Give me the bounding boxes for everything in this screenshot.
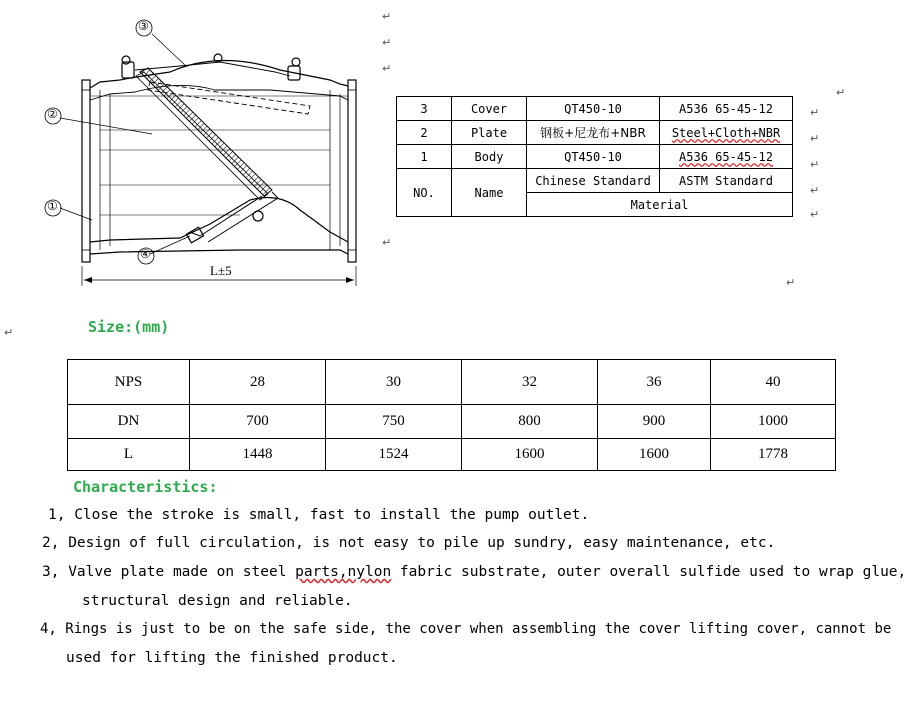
astm-standard-value: A536 65-45-12 <box>660 145 793 169</box>
lifting-ring-right <box>292 58 300 66</box>
dn-header: DN <box>68 405 190 439</box>
nps-value: 30 <box>326 360 462 405</box>
l-value: 1600 <box>462 439 598 471</box>
materials-table <box>396 96 793 217</box>
table-row <box>397 145 793 169</box>
table-row <box>397 121 793 145</box>
dn-value: 1000 <box>711 405 836 439</box>
nps-value: 32 <box>462 360 598 405</box>
characteristic-item-4-continued: used for lifting the finished product. <box>66 650 398 666</box>
astm-standard-value: Steel+Cloth+NBR <box>660 121 793 145</box>
characteristic-item-4: 4, Rings is just to be on the safe side, the cover when assembling the cover lifting cover, cannot be <box>40 621 892 637</box>
left-flange <box>82 80 90 262</box>
part-name: Cover <box>452 97 527 121</box>
characteristic-item-2: 2, Design of full circulation, is not easy to pile up sundry, easy maintenance, etc. <box>42 535 776 551</box>
chinese-standard-value: QT450-10 <box>527 145 660 169</box>
l-value: 1524 <box>326 439 462 471</box>
dn-value: 700 <box>190 405 326 439</box>
table-row <box>397 169 793 193</box>
table-row <box>68 439 836 471</box>
callout-label-4: ④ <box>140 247 151 261</box>
callout-label-1: ① <box>47 199 58 213</box>
dn-value: 900 <box>598 405 711 439</box>
nps-value: 28 <box>190 360 326 405</box>
callout-label-2: ② <box>47 107 58 121</box>
length-dimension-label: L±5 <box>210 263 232 278</box>
table-row <box>68 360 836 405</box>
drain-hole <box>253 211 263 221</box>
nps-value: 36 <box>598 360 711 405</box>
part-number: 3 <box>397 97 452 121</box>
table-row <box>397 97 793 121</box>
no-header: NO. <box>397 169 452 217</box>
dn-value: 750 <box>326 405 462 439</box>
part-number: 2 <box>397 121 452 145</box>
right-flange <box>348 80 356 262</box>
hinge-block-left <box>122 62 134 78</box>
l-value: 1448 <box>190 439 326 471</box>
characteristic-item-1: 1, Close the stroke is small, fast to install the pump outlet. <box>48 507 590 523</box>
valve-cross-section-drawing <box>40 10 390 295</box>
nps-value: 40 <box>711 360 836 405</box>
astm-standard-header: ASTM Standard <box>660 169 793 193</box>
chinese-standard-header: Chinese Standard <box>527 169 660 193</box>
body-top-outline <box>90 60 348 88</box>
astm-standard-value: A536 65-45-12 <box>660 97 793 121</box>
part-name: Body <box>452 145 527 169</box>
l-value: 1778 <box>711 439 836 471</box>
material-header: Material <box>527 193 793 217</box>
size-table <box>67 359 836 471</box>
l-value: 1600 <box>598 439 711 471</box>
table-row <box>68 405 836 439</box>
name-header: Name <box>452 169 527 217</box>
part-number: 1 <box>397 145 452 169</box>
dn-value: 800 <box>462 405 598 439</box>
characteristic-item-3-continued: structural design and reliable. <box>82 593 353 609</box>
chinese-standard-value: 钢板+尼龙布+NBR <box>527 121 660 145</box>
lifting-ring-left <box>122 56 130 64</box>
part-name: Plate <box>452 121 527 145</box>
nps-header: NPS <box>68 360 190 405</box>
callout-label-3: ③ <box>138 19 149 33</box>
characteristic-item-3: 3, Valve plate made on steel parts,nylon fabric substrate, outer overall sulfide used to wrap glue, <box>42 564 906 580</box>
l-header: L <box>68 439 190 471</box>
chinese-standard-value: QT450-10 <box>527 97 660 121</box>
size-heading: Size:(mm) <box>88 318 170 336</box>
characteristics-heading: Characteristics: <box>73 478 218 496</box>
